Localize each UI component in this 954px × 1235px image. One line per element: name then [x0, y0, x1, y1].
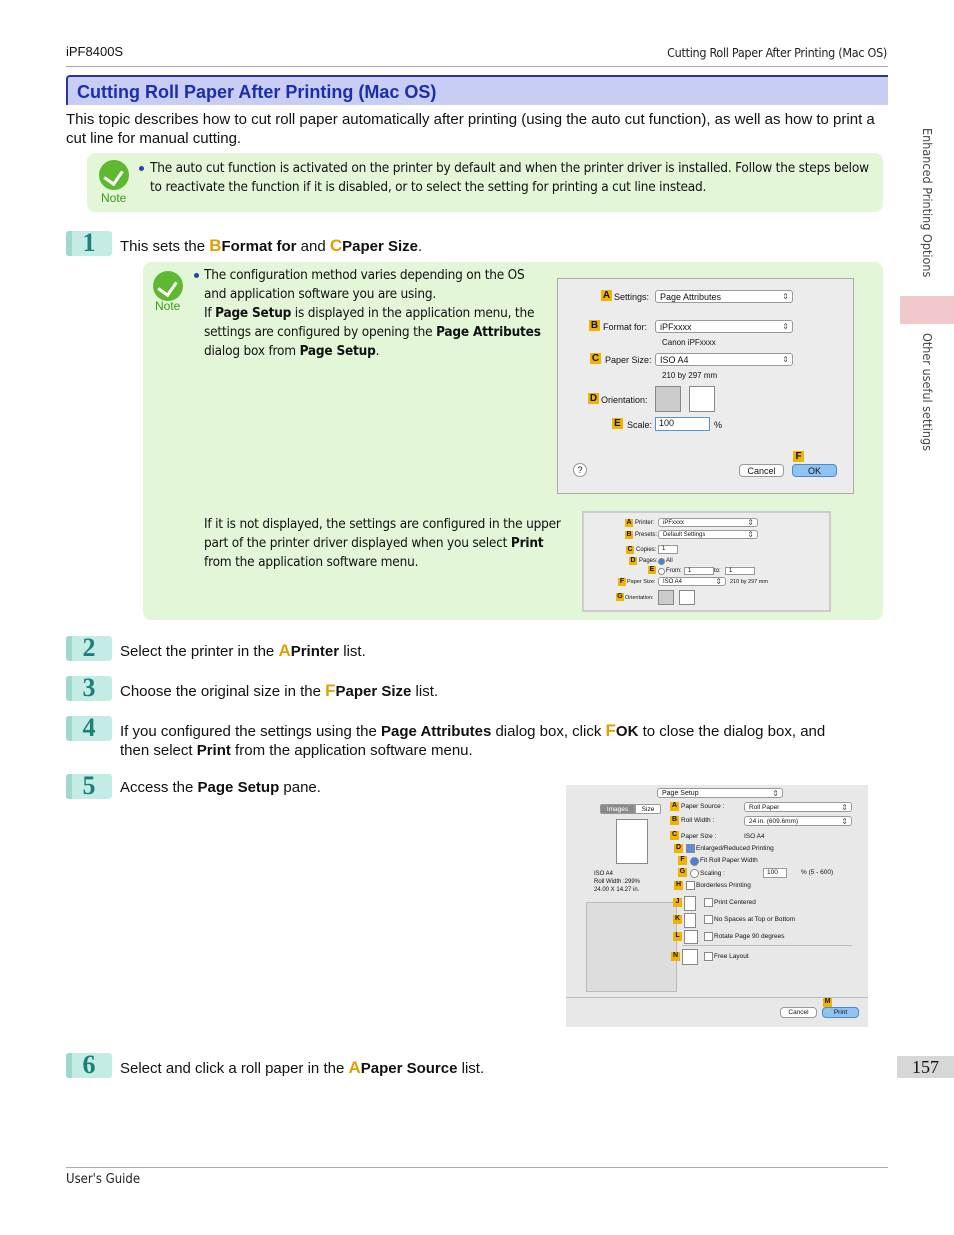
- callout-c: C: [671, 831, 678, 838]
- note-text: If it is not displayed, the settings are configured in the upper part of the printer driver displayed when you select Print from the application software menu.: [204, 516, 561, 570]
- orientation-label: Orientation:: [601, 395, 648, 405]
- step-text: This sets the BFormat for and CPaper Size.: [120, 236, 423, 255]
- print-centered-icon: [684, 896, 696, 911]
- settings-label: Settings:: [614, 292, 650, 302]
- side-tab-enhanced[interactable]: Enhanced Printing Options: [920, 128, 935, 278]
- free-layout-icon: [682, 949, 698, 965]
- scaling-range: % (5 - 600): [801, 869, 834, 876]
- fit-roll-label: Fit Roll Paper Width: [700, 857, 758, 864]
- rotate-page-checkbox[interactable]: [704, 932, 713, 941]
- roll-width-label: Roll Width :: [681, 817, 715, 824]
- callout-m: M: [824, 998, 831, 1005]
- tab-size[interactable]: Size: [635, 804, 661, 814]
- to-label: to:: [714, 568, 721, 574]
- enlarged-label: Enlarged/Reduced Printing: [696, 845, 774, 852]
- section-title-bar: [66, 75, 888, 105]
- intro-paragraph: This topic describes how to cut roll paper automatically after printing (using the auto cut function), as well as how to print a cut line for manual cutting.: [66, 111, 875, 147]
- note-text: The configuration method varies depending on the OS and application software you are using. If Page Setup is displayed in the application menu, the settings are configured by opening the Page Attributes dialog box from Page Setup.: [204, 267, 541, 359]
- cancel-button[interactable]: Cancel: [780, 1007, 817, 1018]
- size-sub: 210 by 297 mm: [662, 371, 718, 380]
- tab-images[interactable]: Images: [600, 804, 635, 814]
- orientation-label: Orientation:: [625, 595, 654, 601]
- callout-a: A: [626, 519, 632, 526]
- scaling-label: Scaling :: [700, 870, 725, 877]
- size-sub: 210 by 297 mm: [730, 579, 768, 585]
- borderless-label: Borderless Printing: [696, 882, 751, 889]
- callout-g: G: [679, 868, 686, 875]
- step-text: If you configured the settings using the Page Attributes dialog box, click FOK to close the dialog box, and then select Print from the application software menu.: [120, 721, 826, 759]
- format-label: Format for:: [603, 322, 648, 332]
- step-number: 1: [66, 231, 112, 256]
- from-label: From:: [666, 568, 682, 574]
- header-divider: [66, 66, 888, 67]
- paper-size-select[interactable]: ISO A4 ⇕: [655, 353, 793, 366]
- size-label: Paper Size:: [627, 579, 656, 585]
- step-text: Select the printer in the APrinter list.: [120, 641, 366, 660]
- size-label: Paper Size:: [605, 355, 652, 365]
- borderless-checkbox[interactable]: [686, 881, 695, 890]
- ok-button[interactable]: OK: [792, 464, 837, 477]
- roll-width-select[interactable]: 24 in. (609.6mm) ⇕: [744, 816, 852, 826]
- from-input[interactable]: 1: [684, 567, 714, 575]
- no-spaces-checkbox[interactable]: [704, 915, 713, 924]
- callout-f: F: [678, 856, 687, 865]
- step-text: Select and click a roll paper in the APaper Source list.: [120, 1058, 485, 1077]
- portrait-orientation-icon[interactable]: [655, 386, 681, 412]
- cancel-button[interactable]: Cancel: [739, 464, 784, 477]
- step-number: 3: [66, 676, 112, 701]
- pages-label: Pages:: [639, 558, 658, 564]
- preview-info: ISO A4 Roll Width :299% 24.00 X 14.27 in.: [594, 871, 641, 893]
- free-layout-checkbox[interactable]: [704, 952, 713, 961]
- bullet-icon: [194, 273, 199, 278]
- note-box: [143, 262, 883, 620]
- paper-size-value: ISO A4: [744, 833, 765, 840]
- print-centered-label: Print Centered: [714, 899, 756, 906]
- scaling-input[interactable]: 100: [763, 868, 787, 878]
- format-select[interactable]: iPFxxxx ⇕: [655, 320, 793, 333]
- callout-c: C: [627, 546, 633, 553]
- page-setup-pane: [566, 785, 868, 1027]
- note-label: Note: [155, 299, 181, 313]
- presets-select[interactable]: Default Settings ⇕: [658, 530, 758, 539]
- scale-label: Scale:: [627, 420, 653, 430]
- copies-input[interactable]: 1: [658, 545, 678, 554]
- checkmark-icon: [99, 160, 129, 190]
- callout-d: D: [589, 393, 598, 404]
- callout-l: L: [673, 932, 682, 941]
- fit-roll-radio[interactable]: [690, 857, 699, 866]
- scale-input[interactable]: 100: [655, 417, 710, 431]
- callout-b: B: [626, 531, 632, 538]
- callout-k: K: [674, 915, 681, 922]
- to-input[interactable]: 1: [725, 567, 755, 575]
- scale-unit: %: [714, 420, 723, 430]
- enlarged-checkbox[interactable]: [686, 844, 695, 853]
- settings-select[interactable]: Page Attributes ⇕: [655, 290, 793, 303]
- checkmark-icon: [153, 271, 183, 301]
- footer-text: User's Guide: [66, 1172, 141, 1187]
- header-section: Cutting Roll Paper After Printing (Mac OS): [667, 45, 887, 60]
- paper-source-label: Paper Source :: [681, 803, 725, 810]
- callout-d: D: [630, 557, 636, 564]
- portrait-orientation-icon[interactable]: [658, 590, 674, 605]
- step-number: 6: [66, 1053, 112, 1078]
- step-number: 5: [66, 774, 112, 799]
- step-text: Access the Page Setup pane.: [120, 779, 321, 796]
- paper-size-label: Paper Size :: [681, 833, 717, 840]
- callout-n: N: [672, 952, 679, 959]
- paper-size-select[interactable]: ISO A4 ⇕: [658, 577, 726, 586]
- side-tab-other[interactable]: Other useful settings: [920, 333, 935, 452]
- callout-f: F: [619, 578, 625, 585]
- print-centered-checkbox[interactable]: [704, 898, 713, 907]
- page-attributes-dialog: [557, 278, 854, 494]
- pane-select[interactable]: Page Setup ⇕: [657, 788, 783, 798]
- note-label: Note: [101, 191, 127, 205]
- callout-b: B: [671, 816, 678, 823]
- no-spaces-icon: [684, 913, 696, 928]
- page-title: Cutting Roll Paper After Printing (Mac OS): [77, 82, 437, 102]
- callout-j: J: [673, 898, 682, 907]
- divider: [682, 945, 852, 946]
- callout-a: A: [602, 290, 611, 301]
- callout-b: B: [590, 320, 599, 331]
- rotate-page-label: Rotate Page 90 degrees: [714, 933, 785, 940]
- callout-e: E: [612, 418, 623, 429]
- callout-a: A: [671, 802, 678, 809]
- callout-d: D: [675, 844, 682, 851]
- presets-label: Presets:: [635, 532, 658, 538]
- note-text: The auto cut function is activated on the printer by default and when the printer driver is installed. Follow the steps below to reactivate the function if it is disabled, or to select the setting for printing a cut line instead.: [150, 160, 869, 195]
- pages-all-radio[interactable]: [658, 558, 665, 565]
- landscape-orientation-icon[interactable]: [689, 386, 715, 412]
- landscape-orientation-icon[interactable]: [679, 590, 695, 605]
- paper-source-select[interactable]: Roll Paper ⇕: [744, 802, 852, 812]
- copies-label: Copies:: [636, 547, 657, 553]
- callout-h: H: [675, 881, 682, 888]
- print-dialog-upper: [582, 511, 831, 612]
- print-button[interactable]: Print: [822, 1007, 859, 1018]
- format-sub: Canon iPFxxxx: [662, 338, 716, 347]
- page-preview-icon: [616, 819, 648, 864]
- callout-g: G: [617, 593, 623, 600]
- callout-e: E: [649, 566, 655, 573]
- page-number: 157: [897, 1056, 954, 1078]
- printer-image-icon: [586, 902, 677, 992]
- printer-select[interactable]: iPFxxxx ⇕: [658, 518, 758, 527]
- step-number: 4: [66, 716, 112, 741]
- scaling-radio[interactable]: [690, 869, 699, 878]
- step-text: Choose the original size in the FPaper Size list.: [120, 681, 439, 700]
- footer-divider: [66, 1167, 888, 1168]
- free-layout-label: Free Layout: [714, 953, 749, 960]
- callout-f: F: [793, 451, 804, 462]
- pages-all-label: All: [666, 558, 673, 564]
- pages-range-radio[interactable]: [658, 568, 665, 575]
- callout-c: C: [591, 353, 600, 364]
- note-box: [87, 153, 883, 212]
- bullet-icon: [139, 166, 144, 171]
- no-spaces-label: No Spaces at Top or Bottom: [714, 916, 796, 923]
- side-tab-marker: [900, 296, 954, 324]
- header-product: iPF8400S: [66, 44, 124, 59]
- rotate-page-icon: [684, 930, 698, 944]
- printer-label: Printer:: [635, 520, 655, 526]
- step-number: 2: [66, 636, 112, 661]
- help-button[interactable]: ?: [573, 463, 587, 477]
